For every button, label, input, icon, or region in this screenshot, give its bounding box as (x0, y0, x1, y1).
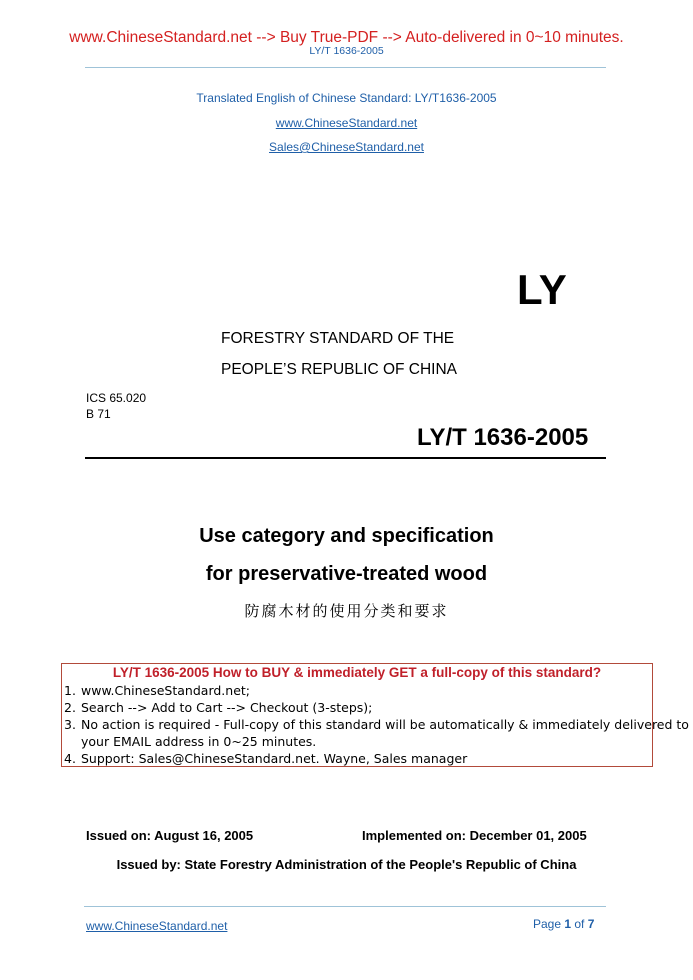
title-line1: Use category and specification (199, 525, 494, 547)
website-link[interactable]: www.ChineseStandard.net (275, 116, 418, 130)
page-mid: of (571, 917, 588, 931)
item-number: 2. (64, 700, 76, 715)
footer-link-wrap (86, 917, 227, 935)
footer-website-link[interactable]: www.ChineseStandard.net (86, 919, 228, 933)
title-line2: for preservative-treated wood (205, 563, 488, 585)
item-text: Search --> Add to Cart --> Checkout (3-steps); (81, 700, 373, 715)
purchase-item (64, 751, 467, 766)
item-text[interactable]: www.ChineseStandard.net; (81, 683, 251, 698)
issuer: Issued by: State Forestry Administration of the People's Republic of China (116, 857, 577, 872)
standard-code: LY/T 1636-2005 (417, 424, 589, 451)
implemented-date: Implemented on: December 01, 2005 (362, 828, 587, 843)
translation-note: Translated English of Chinese Standard: LY/T1636-2005 (196, 91, 497, 105)
item-text: No action is required - Full-copy of this standard will be automatically & immediately delivered to (81, 717, 689, 732)
email-link-wrap (0, 138, 693, 156)
title-rule (85, 457, 606, 459)
ccs-number: B 71 (86, 407, 111, 421)
purchase-item (64, 683, 250, 698)
title-chinese: 防腐木材的使用分类和要求 (244, 602, 449, 620)
purchase-heading: LY/T 1636-2005 How to BUY & immediately GET a full-copy of this standard? (112, 665, 602, 680)
purchase-item (64, 700, 372, 715)
page-prefix: Page (533, 917, 565, 931)
header-rule (85, 67, 606, 68)
page-number (533, 917, 594, 931)
standard-body-line1: FORESTRY STANDARD OF THE (221, 330, 455, 347)
top-banner: www.ChineseStandard.net --> Buy True-PDF --> Auto-delivered in 0~10 minutes. (69, 29, 624, 46)
item-number: 4. (64, 751, 76, 766)
purchase-item (64, 717, 689, 732)
standard-mark: LY (517, 266, 567, 313)
item-number: 1. (64, 683, 76, 698)
issued-date: Issued on: August 16, 2005 (86, 828, 254, 843)
page-current: 1 (564, 917, 572, 931)
item-number: 3. (64, 717, 76, 732)
ics-number: ICS 65.020 (86, 391, 147, 405)
website-link-wrap (0, 114, 693, 132)
header-code: LY/T 1636-2005 (309, 45, 384, 57)
item-text: your EMAIL address in 0~25 minutes. (81, 734, 317, 749)
purchase-item (64, 734, 316, 749)
item-text[interactable]: Support: Sales@ChineseStandard.net. Wayne, Sales manager (81, 751, 468, 766)
email-link[interactable]: Sales@ChineseStandard.net (269, 140, 424, 154)
footer-rule (84, 906, 606, 907)
standard-body-line2: PEOPLE’S REPUBLIC OF CHINA (221, 361, 458, 378)
page-total: 7 (587, 917, 595, 931)
